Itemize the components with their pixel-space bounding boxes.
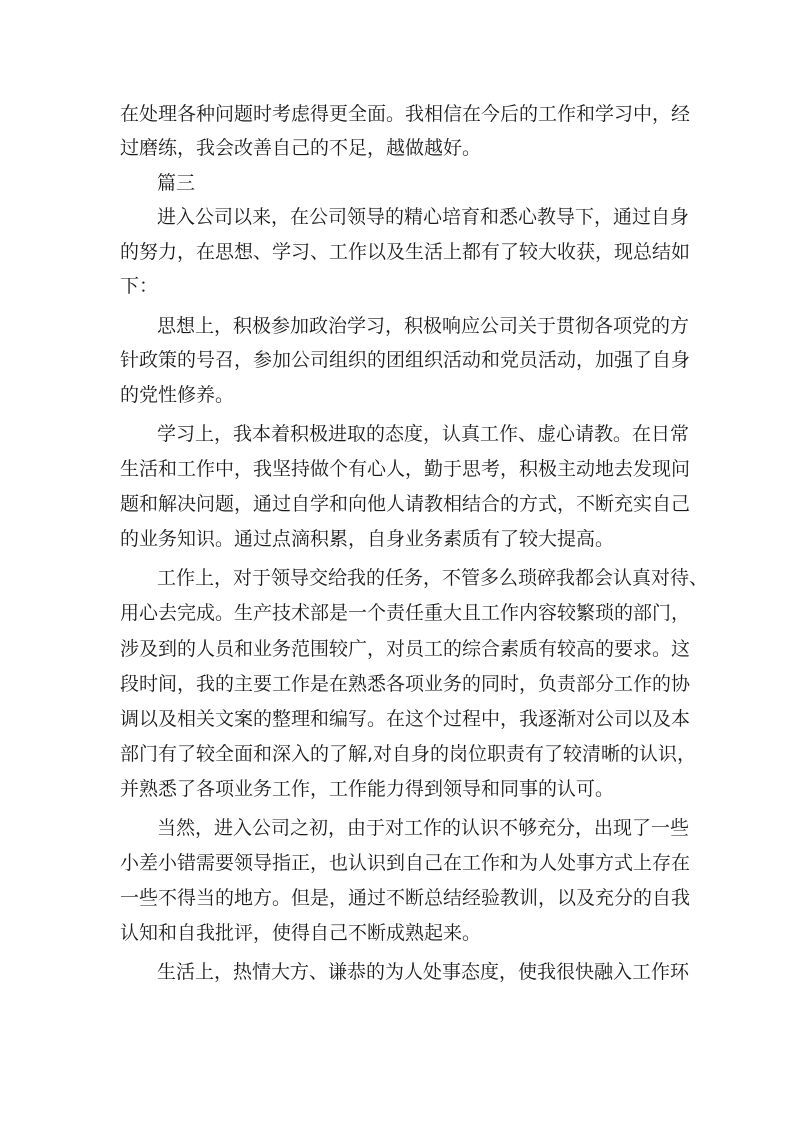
paragraph-text: 过磨练，我会改善自己的不足，越做越好。 [120,137,482,159]
text-line [0,772,794,806]
paragraph-text: 一些不得当的地方。但是，通过不断总结经验教训，以及充分的自我 [120,887,691,909]
text-line [0,309,794,343]
section-heading: 篇三 [157,172,196,194]
text-line [0,881,794,915]
paragraph-text: 学习上，我本着积极进取的态度，认真工作、虚心请教。在日常 [157,423,690,445]
paragraph-text: 认知和自我批评，使得自己不断成熟起来。 [120,922,482,944]
text-line [0,378,794,412]
paragraph-text: 题和解决问题，通过自学和向他人请教相结合的方式，不断充实自己 [120,493,691,515]
paragraph-text: 针政策的号召，参加公司组织的团组织活动和党员活动，加强了自身 [120,349,691,371]
text-line [0,235,794,269]
paragraph-text: 下： [120,275,159,297]
text-line [0,846,794,880]
text-line [0,596,794,630]
text-line [0,343,794,377]
paragraph-text: 生活和工作中，我坚持做个有心人，勤于思考，积极主动地去发现问 [120,458,691,480]
paragraph-text: 生活上，热情大方、谦恭的为人处事态度，使我很快融入工作环 [157,961,690,983]
text-line [0,417,794,451]
paragraph-text: 涉及到的人员和业务范围较广，对员工的综合素质有较高的要求。这 [120,638,691,660]
text-line [0,131,794,165]
text-line [0,916,794,950]
paragraph-text: 的党性修养。 [120,384,235,406]
paragraph-text: 的努力，在思想、学习、工作以及生活上都有了较大收获，现总结如 [120,241,691,263]
text-line [0,561,794,595]
text-line [0,97,794,131]
paragraph-text: 并熟悉了各项业务工作，工作能力得到领导和同事的认可。 [120,778,615,800]
text-line [0,452,794,486]
text-line [0,737,794,771]
paragraph-text: 的业务知识。通过点滴积累，自身业务素质有了较大提高。 [120,528,615,550]
paragraph-text: 当然，进入公司之初，由于对工作的认识不够充分，出现了一些 [157,817,690,839]
paragraph-text: 工作上，对于领导交给我的任务，不管多么琐碎我都会认真对待、 [157,567,709,589]
paragraph-text: 用心去完成。生产技术部是一个责任重大且工作内容较繁琐的部门， [120,602,691,624]
text-line [0,487,794,521]
paragraph-text: 在处理各种问题时考虑得更全面。我相信在今后的工作和学习中，经 [120,103,691,125]
paragraph-text: 调以及相关文案的整理和编写。在这个过程中，我逐渐对公司以及本 [120,708,691,730]
text-line [0,955,794,989]
paragraph-text: 部门有了较全面和深入的了解,对自身的岗位职责有了较清晰的认识， [120,743,697,765]
paragraph-text: 进入公司以来，在公司领导的精心培育和悉心教导下，通过自身 [157,206,690,228]
paragraph-text: 段时间，我的主要工作是在熟悉各项业务的同时，负责部分工作的协 [120,673,691,695]
paragraph-text: 思想上，积极参加政治学习，积极响应公司关于贯彻各项党的方 [157,315,690,337]
text-line [0,811,794,845]
text-line [0,667,794,701]
text-line [0,702,794,736]
paragraph-text: 小差小错需要领导指正，也认识到自己在工作和为人处事方式上存在 [120,852,691,874]
text-line [0,200,794,234]
text-line [0,632,794,666]
text-line [0,269,794,303]
text-line [0,522,794,556]
text-line [0,166,794,200]
